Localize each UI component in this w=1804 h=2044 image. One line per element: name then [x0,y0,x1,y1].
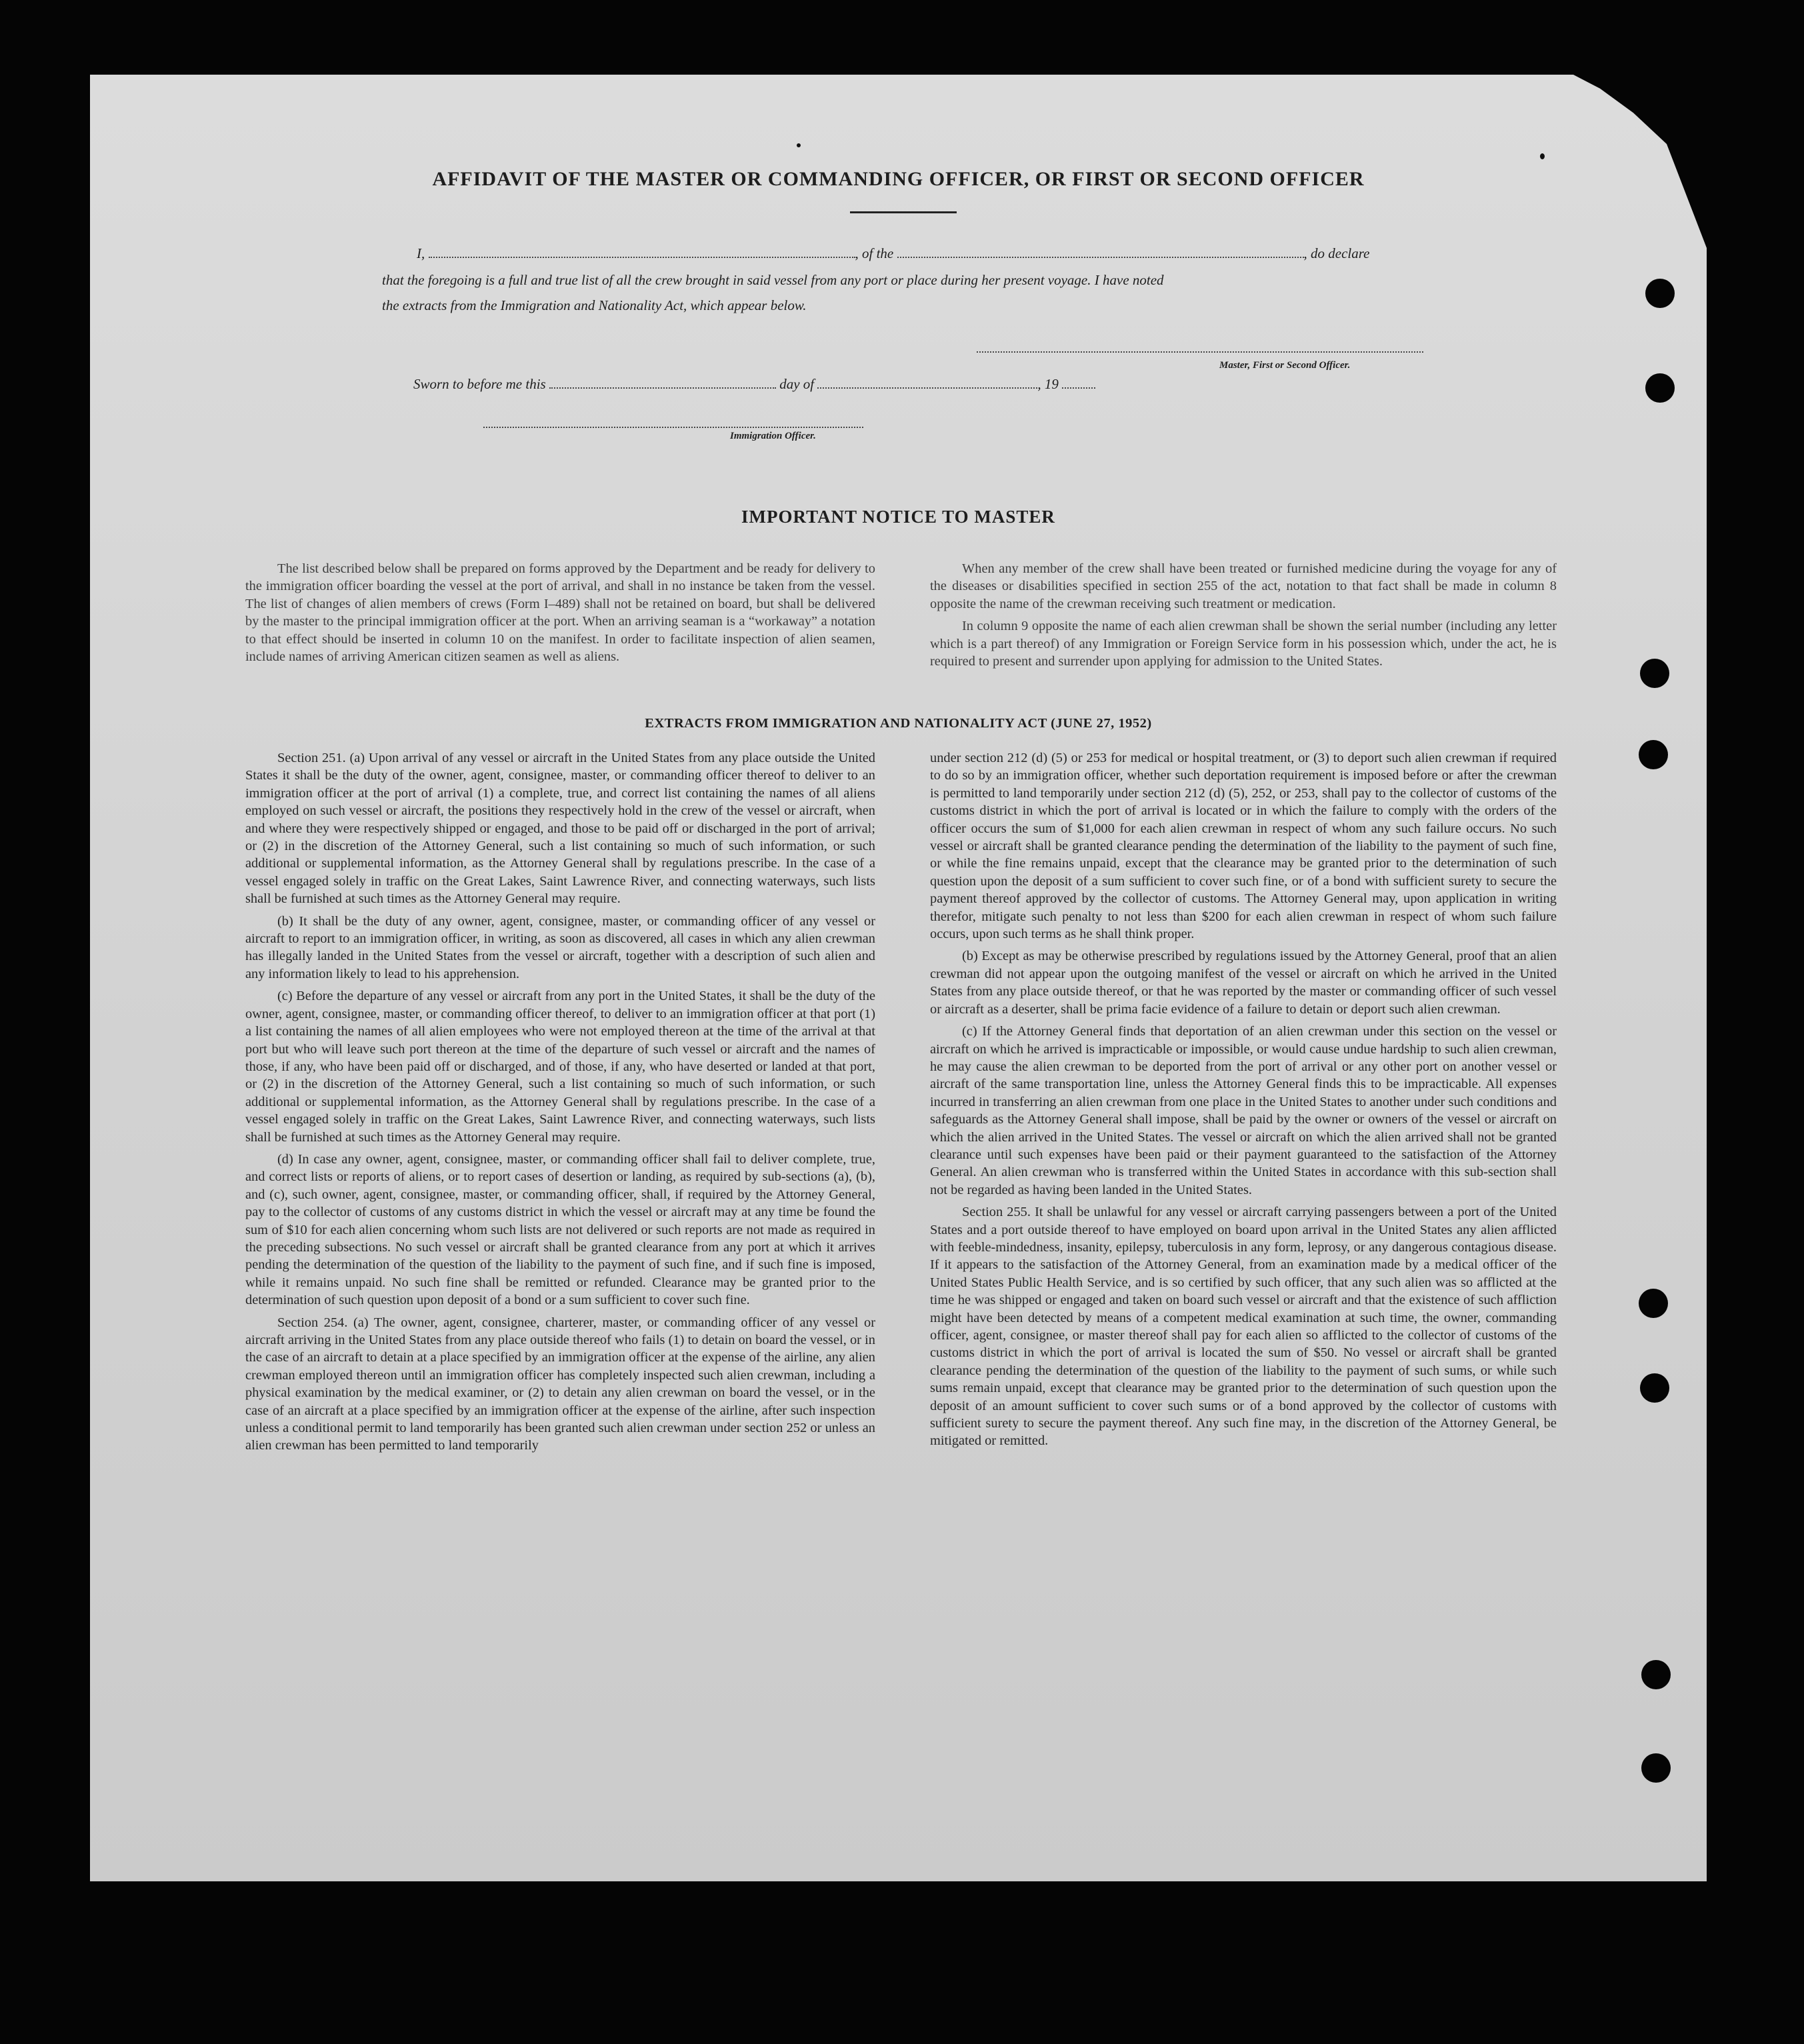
declarant-label: I, [417,245,425,261]
immigration-officer-signature-line[interactable] [483,427,863,428]
affidavit-line-1 [417,245,1369,262]
binder-hole [1640,659,1669,688]
torn-corner [1573,75,1707,248]
sworn-year-field[interactable] [1062,378,1095,389]
binder-hole [1640,1373,1669,1403]
sworn-month-field[interactable] [817,378,1037,389]
notice-right-paragraph-2: In column 9 opposite the name of each alien crewman shall be shown the serial number (including any letter which is a part thereof) of any Immigration or Foreign Service form in his possession which, under the act, he is required to present and surrender upon applying for admission to the United States. [930,619,1557,669]
binder-hole [1645,373,1675,403]
day-of-label: day of [779,376,815,392]
of-the-label: , of the [855,245,894,261]
affidavit-line-3: the extracts from the Immigration and Nationality Act, which appear below. [382,297,807,313]
notice-right-paragraph-1: When any member of the crew shall have been treated or furnished medicine during the voyage for any of the diseases or disabilities specified in section 255 of the act, notation to that fact shall be made in column 8 opposite the name of the crewman receiving such treatment or medication. [930,561,1557,611]
binder-hole [1645,279,1675,308]
section-255: Section 255. It shall be unlawful for any vessel or aircraft carrying passengers between a port of the United States and a port outside thereof to have employed on board upon arrival in the United States any alien afflicted with feeble-mindedness, insanity, epilepsy, tuberculosis in any form, leprosy, or any dangerous contagious disease. If it appears to the satisfaction of the Attorney General, from an examination made by a medical officer of the United States Public Health Service, and is so certified by such officer, that any such alien was so afflicted at the time he was shipped or engaged and taken on board such vessel or aircraft and that the existence of such affliction might have been detected by means of a competent medical examination at such time, the owner, commanding officer, agent, consignee, or master thereof shall pay for each alien so afflicted to the collector of customs of the customs district in which the port of arrival is located the sum of $50. No vessel or aircraft shall be granted clearance pending the determination of the question of the liability to the payment of such sums, or while such sums remain unpaid, except that clearance may be granted prior to the determination of such question upon the deposit of an amount sufficient to cover such sums or of a bond approved by the collector of customs with sufficient surety to secure the payment thereof. Any such fine may, in the discretion of the Attorney General, be mitigated or remitted. [930,1205,1557,1449]
extracts-title: EXTRACTS FROM IMMIGRATION AND NATIONALITY ACT (JUNE 27, 1952) [645,716,1152,731]
affidavit-line-2: that the foregoing is a full and true list of all the crew brought in said vessel from any port or place during her present voyage. I have noted [382,272,1164,288]
section-251-a: Section 251. (a) Upon arrival of any vessel or aircraft in the United States from any place outside the United States it shall be the duty of the owner, agent, consignee, master, or commanding officer thereof to deliver to an immigration officer at the port of arrival (1) a complete, true, and correct list containing the names of all aliens employed on such vessel or aircraft, the positions they respectively hold in the crew of the vessel or aircraft, when and where they were respectively shipped or engaged, and those to be paid off or discharged in the port of arrival; or (2) in the discretion of the Attorney General, such a list containing so much of such information, or such additional or supplemental information, as the Attorney General shall by regulations prescribe. In the case of a vessel engaged solely in traffic on the Great Lakes, Saint Lawrence River, and connecting waterways, such lists shall be furnished at such times as the Attorney General may require. [245,751,875,907]
section-254-b: (b) Except as may be otherwise prescribed by regulations issued by the Attorney General, proof that an alien crewman did not appear upon the outgoing manifest of the vessel or aircraft on which he arrived in the United States from any place outside thereof, or that he was reported by the master or commanding officer of such vessel or aircraft as a deserter, shall be prima facie evidence of a failure to detain or deport such alien crewman. [930,949,1557,1017]
document-page [90,75,1707,1881]
section-251-c: (c) Before the departure of any vessel or aircraft from any port in the United States, it shall be the duty of the owner, agent, consignee, master, or commanding officer thereof, to deliver to an immigration officer at that port (1) a list containing the names of all alien employees who were not employed thereon at the time of the arrival at that port but who will leave such port thereon at the time of the departure of such vessel or aircraft and the names of those, if any, who have been paid off or discharged, and of those, if any, who have deserted or landed at that port, or (2) in the discretion of the Attorney General, such a list containing so much of such information, or such additional or supplemental information, as the Attorney General shall by regulations prescribe. In the case of a vessel engaged solely in traffic on the Great Lakes, Saint Lawrence River, and connecting waterways, such lists shall be furnished at such times as the Attorney General may require. [245,989,875,1145]
binder-hole [1641,1753,1671,1783]
notice-title: IMPORTANT NOTICE TO MASTER [741,507,1055,527]
notice-right-column [930,560,1557,675]
master-signature-line[interactable] [977,351,1423,353]
do-declare-label: , do declare [1303,245,1370,261]
declarant-name-field[interactable] [429,247,855,258]
vessel-name-field[interactable] [897,247,1304,258]
notice-left-paragraph: The list described below shall be prepared on forms approved by the Department and be ready for delivery to the immigration officer boarding the vessel at the port of arrival, and shall in no instance be taken from the vessel. The list of changes of alien members of crews (Form I–489) shall not be retained on board, but shall be delivered by the master to the principal immigration officer at the port. When an arriving seaman is a “workaway” a notation to that effect should be inserted in column 10 on the manifest. In order to facilitate inspection of alien seamen, include names of arriving American citizen seamen as well as aliens. [245,561,875,665]
extracts-right-column [930,749,1557,1455]
scan-speck [1540,153,1545,159]
sworn-line [413,376,1095,393]
section-254-a-continued: under section 212 (d) (5) or 253 for medical or hospital treatment, or (3) to deport such alien crewman if required to do so by an immigration officer, whether such deportation requirement is imposed before or after the crewman is permitted to land temporarily under section 212 (d) (5), 252, or 253, shall pay to the collector of customs of the customs district in which the port of arrival is located or in which the failure to comply with the orders of the officer occurs the sum of $1,000 for each alien crewman in respect of whom any such failure occurs. No such vessel or aircraft shall be granted clearance pending the determination of the liability to the payment of such fine, or while the fine remains unpaid, except that the clearance may be granted prior to the determination of such question upon the deposit of a sum sufficient to cover such fine, or of a bond with sufficient surety to secure the payment thereof approved by the collector of customs. The Attorney General may, upon application in writing therefor, mitigate such penalty to not less than $200 for each alien crewman in respect of whom such failure occurs, upon such terms as he shall think proper. [930,751,1557,942]
extracts-left-column [245,749,875,1459]
section-254-a: Section 254. (a) The owner, agent, consignee, charterer, master, or commanding officer of any vessel or aircraft arriving in the United States from any place outside thereof who fails (1) to detain on board the vessel, or in the case of an aircraft to detain at a place specified by an immigration officer at the expense of the airline, any alien crewman employed thereon until an immigration officer has completely inspected such alien crewman, including a physical examination by the medical examiner, or (2) to detain any alien crewman on board the vessel, or in the case of an aircraft at a place specified by an immigration officer at the expense of the airline, after such inspection unless a conditional permit to land temporarily has been granted such alien crewman under section 252 or unless an alien crewman has been permitted to land temporarily [245,1315,875,1453]
binder-hole [1641,1660,1671,1689]
master-signature-caption: Master, First or Second Officer. [1219,360,1351,371]
immigration-officer-caption: Immigration Officer. [730,431,816,441]
scan-speck [797,143,801,147]
section-251-d: (d) In case any owner, agent, consignee, master, or commanding officer shall fail to deliver complete, true, and correct lists or reports of aliens, or to report cases of desertion or landing, as required by sub-sections (a), (b), and (c), such owner, agent, consignee, master, or commanding officer, shall, if required by the Attorney General, pay to the collector of customs of any customs district in which the vessel or aircraft may at any time be found the sum of $10 for each alien concerning whom such lists are not delivered or such reports are not made as required in the preceding subsections. No such vessel or aircraft shall be granted clearance from any port at which it arrives pending the determination of the question of the liability to the payment of such fine, and if such fine is imposed, while it remains unpaid. No such fine shall be remitted or refunded. Clearance may be granted prior to the determination of such question upon deposit of a bond or a sum sufficient to cover such fine. [245,1151,875,1308]
sworn-day-field[interactable] [549,378,776,389]
binder-hole [1639,1289,1668,1318]
binder-hole [1639,740,1668,769]
title-divider [850,211,957,213]
section-251-b: (b) It shall be the duty of any owner, agent, consignee, master, or commanding officer of any vessel or aircraft to report to an immigration officer, in writing, as soon as discovered, all cases in which any alien crewman has illegally landed in the United States from the vessel or aircraft, together with a description of such alien and any information likely to lead to his apprehension. [245,913,875,981]
year-prefix-label: , 19 [1037,376,1059,392]
sworn-label: Sworn to before me this [413,376,546,392]
section-254-c: (c) If the Attorney General finds that deportation of an alien crewman under this section on the vessel or aircraft on which he arrived is impracticable or impossible, or would cause undue hardship to such alien crewman, he may cause the alien crewman to be deported from the port of arrival or any other port on another vessel or aircraft of the same transportation line, unless the Attorney General finds this to be impracticable. All expenses incurred in transferring an alien crewman from one place in the United States to another under such conditions and safeguards as the Attorney General shall impose, shall be paid by the owner or owners of the vessel or aircraft on which the alien arrived in the United States. The vessel or aircraft on which the alien arrived shall not be granted clearance until such expenses have been paid or their payment guaranteed to the satisfaction of the Attorney General. An alien crewman who is transferred within the United States in accordance with this sub-section shall not be regarded as having been landed in the United States. [930,1024,1557,1197]
notice-left-column [245,560,875,670]
affidavit-title: AFFIDAVIT OF THE MASTER OR COMMANDING OFFICER, OR FIRST OR SECOND OFFICER [432,168,1365,190]
